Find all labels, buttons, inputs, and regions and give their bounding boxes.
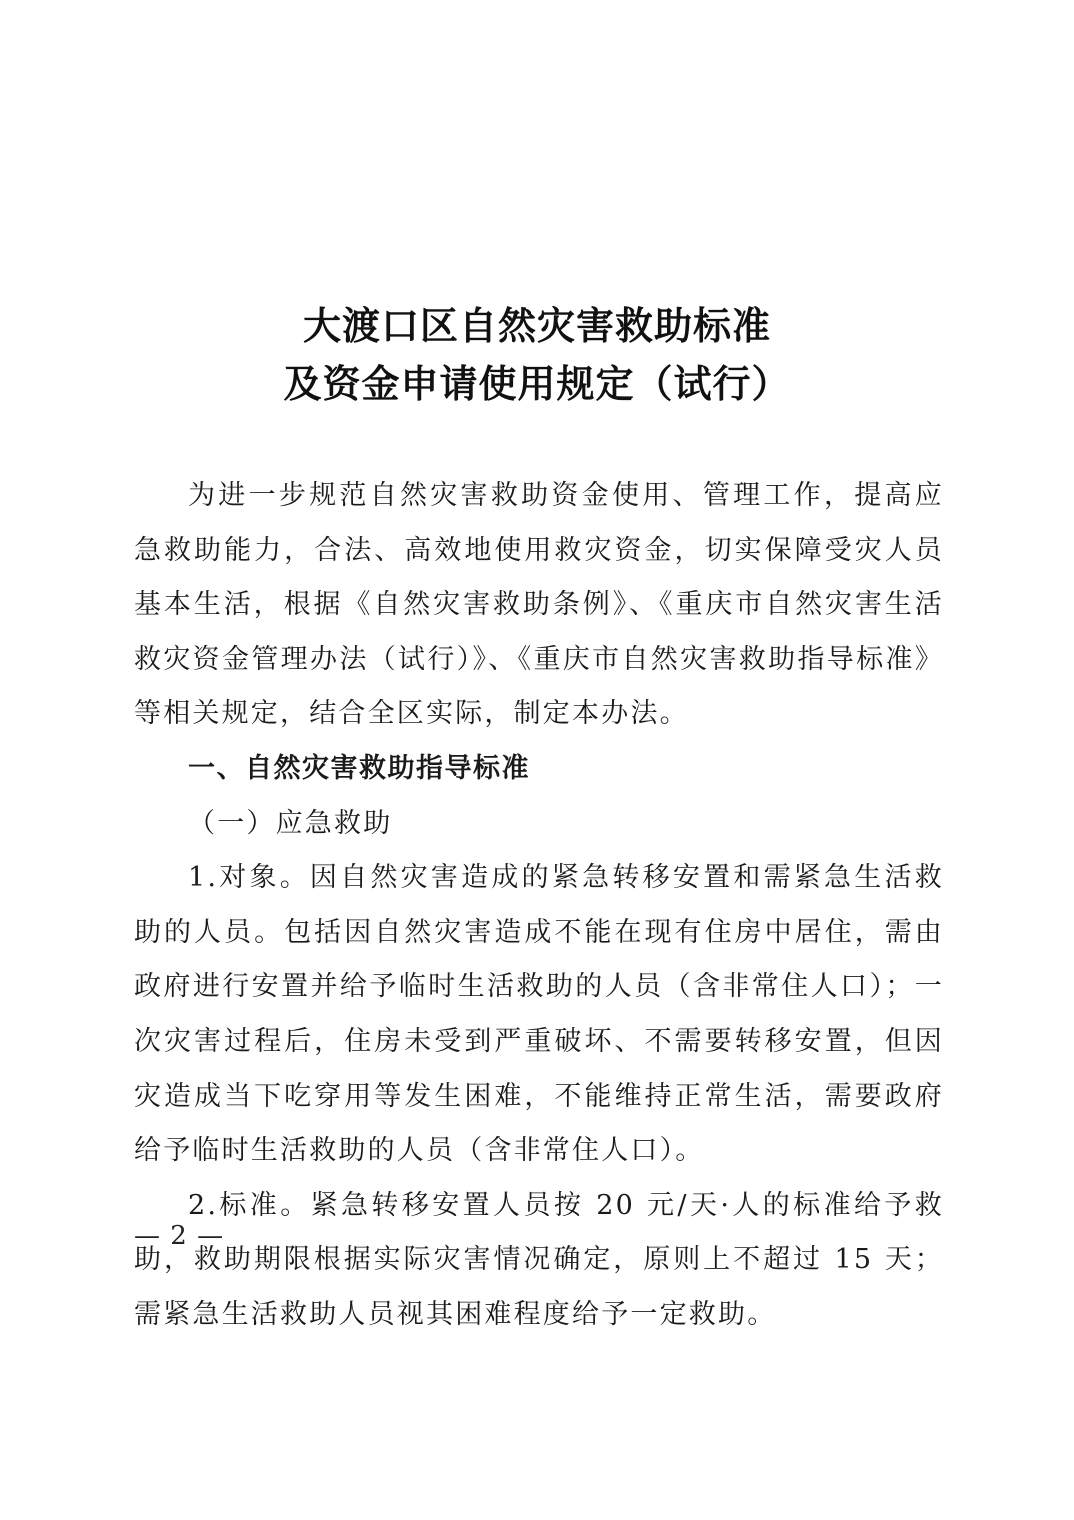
document-body (134, 469, 944, 1343)
paragraph-target: 1.对象。因自然灾害造成的紧急转移安置和需紧急生活救助的人员。包括因自然灾害造成不能在现有住房中居住，需由政府进行安置并给予临时生活救助的人员（含非常住人口）；一次灾害过程后，住房未受到严重破坏、不需要转移安置，但因灾造成当下吃穿用等发生困难，不能维持正常生活，需要政府给予临时生活救助的人员（含非常住人口）。 (134, 862, 944, 1167)
document-title-line-2: 及资金申请使用规定（试行） (283, 362, 791, 406)
intro-paragraph: 为进一步规范自然灾害救助资金使用、管理工作，提高应急救助能力，合法、高效地使用救灾资金，切实保障受灾人员基本生活，根据《自然灾害救助条例》、《重庆市自然灾害生活救灾资金管理办法（试行）》、《重庆市自然灾害救助指导标准》等相关规定，结合全区实际，制定本办法。 (134, 480, 944, 730)
document-title-line-1: 大渡口区自然灾害救助标准 (302, 304, 771, 348)
subsection-heading: （一）应急救助 (188, 807, 393, 839)
paragraph-standard: 2.标准。紧急转移安置人员按 20 元/天·人的标准给予救助，救助期限根据实际灾害情况确定，原则上不超过 15 天；需紧急生活救助人员视其困难程度给予一定救助。 (134, 1189, 944, 1330)
page-number: — 2 — (134, 1221, 225, 1251)
section-heading: 一、自然灾害救助指导标准 (188, 752, 530, 784)
